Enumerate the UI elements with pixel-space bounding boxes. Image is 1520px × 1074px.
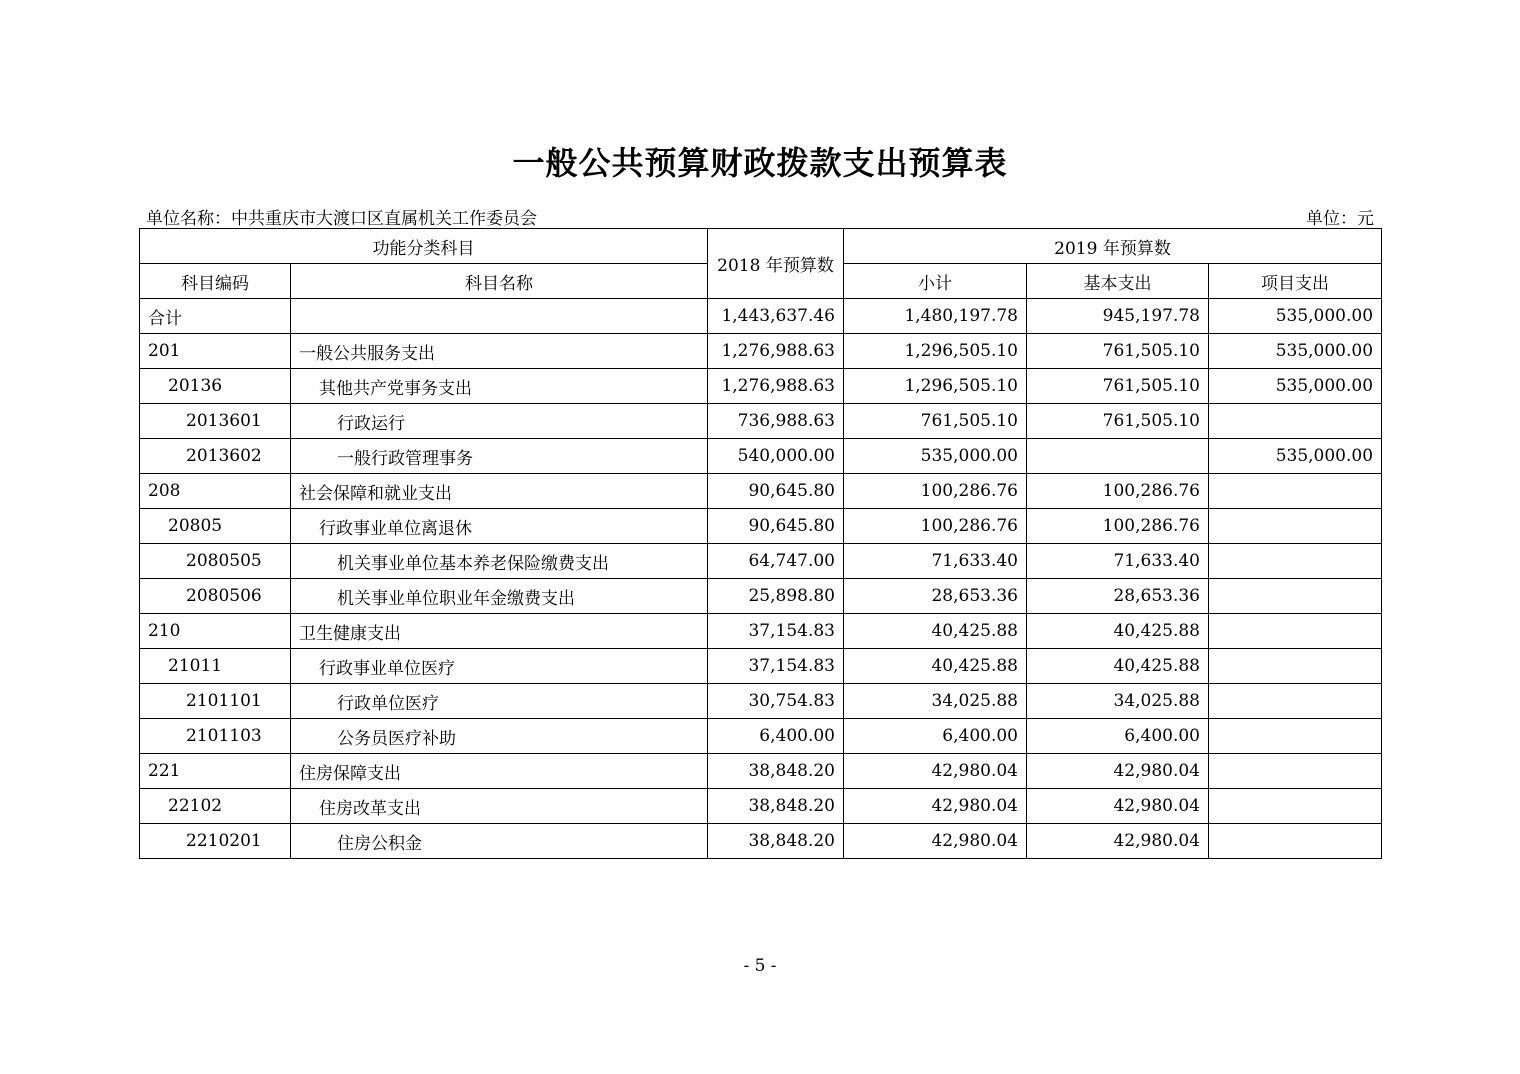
cell-name <box>291 299 708 334</box>
cell-name: 行政单位医疗 <box>291 684 708 719</box>
cell-project <box>1209 544 1382 579</box>
budget-table <box>139 228 1382 859</box>
cell-subtotal: 1,296,505.10 <box>844 369 1027 404</box>
cell-project <box>1209 684 1382 719</box>
cell-subtotal: 1,296,505.10 <box>844 334 1027 369</box>
cell-budget-2018: 38,848.20 <box>708 789 844 824</box>
table-row <box>140 754 1382 789</box>
cell-basic: 40,425.88 <box>1027 649 1209 684</box>
cell-name: 行政运行 <box>291 404 708 439</box>
cell-project <box>1209 474 1382 509</box>
cell-subtotal: 535,000.00 <box>844 439 1027 474</box>
cell-budget-2018: 540,000.00 <box>708 439 844 474</box>
cell-code: 2080505 <box>140 544 291 579</box>
cell-basic: 42,980.04 <box>1027 754 1209 789</box>
cell-budget-2018: 38,848.20 <box>708 754 844 789</box>
cell-basic: 100,286.76 <box>1027 474 1209 509</box>
header-budget-2018: 2018 年预算数 <box>708 229 844 299</box>
cell-basic: 42,980.04 <box>1027 789 1209 824</box>
table-row <box>140 719 1382 754</box>
header-name: 科目名称 <box>291 264 708 299</box>
cell-subtotal: 40,425.88 <box>844 614 1027 649</box>
cell-basic: 761,505.10 <box>1027 404 1209 439</box>
unit-label: 单位：元 <box>1306 209 1374 229</box>
table-row <box>140 369 1382 404</box>
cell-name: 卫生健康支出 <box>291 614 708 649</box>
cell-project <box>1209 649 1382 684</box>
cell-budget-2018: 37,154.83 <box>708 649 844 684</box>
cell-subtotal: 761,505.10 <box>844 404 1027 439</box>
cell-basic: 761,505.10 <box>1027 369 1209 404</box>
cell-budget-2018: 37,154.83 <box>708 614 844 649</box>
cell-subtotal: 71,633.40 <box>844 544 1027 579</box>
cell-name: 住房改革支出 <box>291 789 708 824</box>
cell-basic: 28,653.36 <box>1027 579 1209 614</box>
cell-basic: 40,425.88 <box>1027 614 1209 649</box>
cell-subtotal: 100,286.76 <box>844 474 1027 509</box>
cell-project: 535,000.00 <box>1209 439 1382 474</box>
cell-name: 其他共产党事务支出 <box>291 369 708 404</box>
cell-name: 机关事业单位职业年金缴费支出 <box>291 579 708 614</box>
cell-name: 行政事业单位医疗 <box>291 649 708 684</box>
cell-subtotal: 1,480,197.78 <box>844 299 1027 334</box>
page-number: - 5 - <box>743 956 777 976</box>
cell-subtotal: 28,653.36 <box>844 579 1027 614</box>
cell-basic <box>1027 439 1209 474</box>
cell-budget-2018: 30,754.83 <box>708 684 844 719</box>
cell-code: 21011 <box>140 649 291 684</box>
table-row <box>140 789 1382 824</box>
cell-project <box>1209 614 1382 649</box>
cell-code: 合计 <box>140 299 291 334</box>
table-row <box>140 824 1382 859</box>
table-row <box>140 579 1382 614</box>
cell-code: 2101101 <box>140 684 291 719</box>
cell-basic: 945,197.78 <box>1027 299 1209 334</box>
cell-subtotal: 42,980.04 <box>844 789 1027 824</box>
cell-subtotal: 34,025.88 <box>844 684 1027 719</box>
cell-code: 20136 <box>140 369 291 404</box>
cell-project <box>1209 509 1382 544</box>
cell-name: 住房公积金 <box>291 824 708 859</box>
cell-budget-2018: 25,898.80 <box>708 579 844 614</box>
cell-basic: 42,980.04 <box>1027 824 1209 859</box>
cell-code: 2080506 <box>140 579 291 614</box>
cell-project <box>1209 719 1382 754</box>
cell-budget-2018: 736,988.63 <box>708 404 844 439</box>
table-row <box>140 299 1382 334</box>
cell-name: 住房保障支出 <box>291 754 708 789</box>
cell-project <box>1209 579 1382 614</box>
cell-budget-2018: 1,276,988.63 <box>708 334 844 369</box>
cell-code: 20805 <box>140 509 291 544</box>
cell-budget-2018: 1,443,637.46 <box>708 299 844 334</box>
cell-project: 535,000.00 <box>1209 334 1382 369</box>
cell-code: 210 <box>140 614 291 649</box>
cell-subtotal: 100,286.76 <box>844 509 1027 544</box>
cell-name: 公务员医疗补助 <box>291 719 708 754</box>
table-row <box>140 684 1382 719</box>
header-subtotal: 小计 <box>844 264 1027 299</box>
cell-name: 一般公共服务支出 <box>291 334 708 369</box>
cell-project <box>1209 789 1382 824</box>
table-row <box>140 509 1382 544</box>
cell-project: 535,000.00 <box>1209 369 1382 404</box>
cell-basic: 34,025.88 <box>1027 684 1209 719</box>
header-budget-2019: 2019 年预算数 <box>844 229 1382 264</box>
cell-project <box>1209 404 1382 439</box>
cell-code: 2013601 <box>140 404 291 439</box>
cell-budget-2018: 1,276,988.63 <box>708 369 844 404</box>
cell-budget-2018: 38,848.20 <box>708 824 844 859</box>
cell-name: 机关事业单位基本养老保险缴费支出 <box>291 544 708 579</box>
cell-project <box>1209 754 1382 789</box>
cell-subtotal: 6,400.00 <box>844 719 1027 754</box>
cell-code: 2101103 <box>140 719 291 754</box>
page-title: 一般公共预算财政拨款支出预算表 <box>512 144 1008 182</box>
table-row <box>140 649 1382 684</box>
cell-code: 201 <box>140 334 291 369</box>
cell-name: 行政事业单位离退休 <box>291 509 708 544</box>
cell-code: 208 <box>140 474 291 509</box>
header-code: 科目编码 <box>140 264 291 299</box>
cell-basic: 6,400.00 <box>1027 719 1209 754</box>
header-functional: 功能分类科目 <box>140 229 708 264</box>
cell-basic: 100,286.76 <box>1027 509 1209 544</box>
cell-basic: 761,505.10 <box>1027 334 1209 369</box>
cell-budget-2018: 6,400.00 <box>708 719 844 754</box>
cell-name: 社会保障和就业支出 <box>291 474 708 509</box>
unit-name: 单位名称：中共重庆市大渡口区直属机关工作委员会 <box>146 209 537 229</box>
table-row <box>140 439 1382 474</box>
cell-subtotal: 40,425.88 <box>844 649 1027 684</box>
cell-budget-2018: 64,747.00 <box>708 544 844 579</box>
cell-name: 一般行政管理事务 <box>291 439 708 474</box>
cell-subtotal: 42,980.04 <box>844 824 1027 859</box>
header-basic: 基本支出 <box>1027 264 1209 299</box>
cell-subtotal: 42,980.04 <box>844 754 1027 789</box>
cell-project <box>1209 824 1382 859</box>
header-row-1 <box>140 229 1382 264</box>
table-row <box>140 474 1382 509</box>
header-project: 项目支出 <box>1209 264 1382 299</box>
table-row <box>140 614 1382 649</box>
cell-code: 22102 <box>140 789 291 824</box>
cell-code: 2013602 <box>140 439 291 474</box>
cell-code: 2210201 <box>140 824 291 859</box>
cell-code: 221 <box>140 754 291 789</box>
cell-budget-2018: 90,645.80 <box>708 474 844 509</box>
table-row <box>140 404 1382 439</box>
cell-basic: 71,633.40 <box>1027 544 1209 579</box>
cell-project: 535,000.00 <box>1209 299 1382 334</box>
table-row <box>140 334 1382 369</box>
cell-budget-2018: 90,645.80 <box>708 509 844 544</box>
table-row <box>140 544 1382 579</box>
